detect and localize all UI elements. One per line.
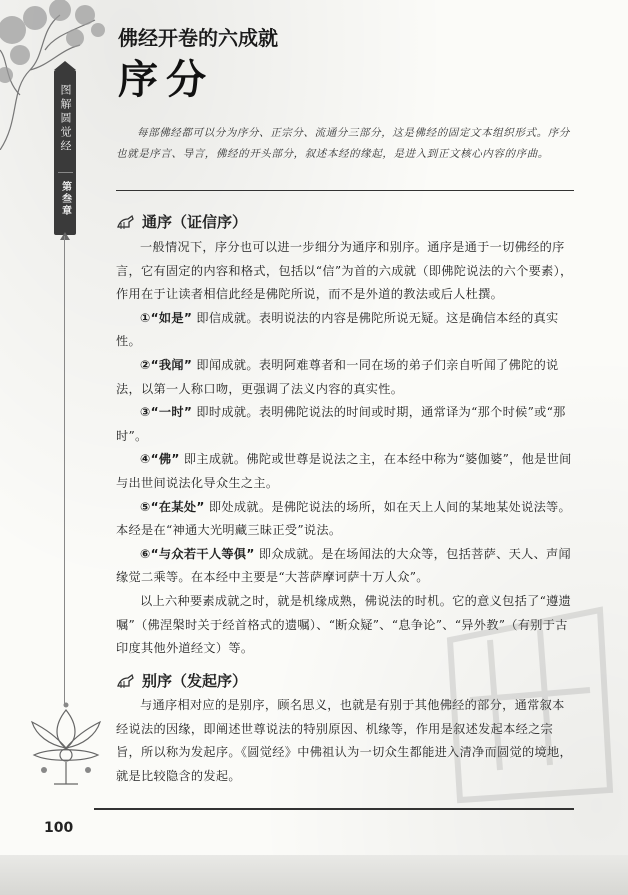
list-item bbox=[116, 307, 574, 354]
item-text: 即信成就。表明说法的内容是佛陀所说无疑。这是确信本经的真实性。 bbox=[116, 310, 559, 349]
list-item bbox=[116, 496, 574, 543]
item-text: 即众成就。是在场闻法的大众等，包括菩萨、天人、声闻缘觉二乘等。在本经中主要是“大菩萨摩诃萨十万人众”。 bbox=[116, 546, 572, 585]
list-item bbox=[116, 448, 574, 495]
intro-paragraph: 每部佛经都可以分为序分、正宗分、流通分三部分，这是佛经的固定文本组织形式。序分也就是序言、导言，佛经的开头部分，叙述本经的缘起，是进入到正文核心内容的序曲。 bbox=[116, 127, 570, 160]
rail-arrow bbox=[60, 232, 70, 240]
section1-summary: 以上六种要素成就之时，就是机缘成熟，佛说法的时机。它的意义包括了“遵遗嘱”（佛涅槃时关于经首格式的遗嘱）、“断众疑”、“息争论”、“异外教”（有别于古印度其他外道经文）等。 bbox=[116, 593, 572, 656]
section-heading-biexu bbox=[116, 670, 247, 691]
rail-line bbox=[64, 236, 65, 706]
footer-band bbox=[0, 855, 628, 895]
section1-paragraph: 一般情况下，序分也可以进一步细分为通序和别序。通序是通于一切佛经的序言，它有固定的内容和格式，包括以“信”为首的六成就（即佛陀说法的六个要素），作用在于让读者相信此经是佛陀所说，而不是外道的教法或后人杜撰。 bbox=[116, 240, 573, 302]
section-heading-text: 别序（发起序） bbox=[142, 672, 248, 690]
hand-scroll-icon bbox=[116, 213, 136, 231]
section-heading-text: 通序（证信序） bbox=[142, 213, 248, 231]
chapter-label-vertical: 第叁章 bbox=[58, 172, 73, 217]
page-title: 序分 bbox=[118, 56, 214, 103]
item-lead: ②“我闻” bbox=[140, 357, 193, 372]
section2-paragraph: 与通序相对应的是别序，顾名思义，也就是有别于其他佛经的部分，通常叙本经说法的因缘，即阐述世尊说法的特别原因、机缘等，作用是叙述发起本经之宗旨，所以称为发起序。《圆觉经》中佛祖认为一切众生都能进入清净而圆觉的境地，就是比较隐含的发起。 bbox=[116, 698, 572, 783]
hand-scroll-icon bbox=[116, 672, 136, 690]
intro-divider bbox=[116, 190, 574, 191]
side-chapter-rail bbox=[54, 70, 76, 235]
list-item bbox=[116, 354, 574, 401]
page-subtitle: 佛经开卷的六成就 bbox=[118, 26, 278, 50]
section-heading-tongxu bbox=[116, 211, 247, 232]
item-text: 即闻成就。表明阿难尊者和一同在场的弟子们亲自听闻了佛陀的说法，以第一人称口吻，更强调了法义内容的真实性。 bbox=[116, 357, 559, 396]
item-lead: ⑥“与众若干人等俱” bbox=[140, 546, 255, 561]
item-text: 即主成就。佛陀或世尊是说法之主，在本经中称为“婆伽婆”，他是世间与出世间说法化导众生之主。 bbox=[116, 452, 572, 490]
item-lead: ④“佛” bbox=[140, 452, 180, 467]
footer-rule bbox=[94, 808, 574, 810]
page-number: 100 bbox=[44, 820, 74, 836]
lotus-ornament-icon bbox=[24, 700, 108, 790]
book-title-vertical: 图解圆觉经 bbox=[59, 84, 72, 154]
item-text: 即处成就。是佛陀说法的场所，如在天上人间的某地某处说法等。本经是在“神通大光明藏三昧正受”说法。 bbox=[116, 499, 572, 538]
item-lead: ③“一时” bbox=[140, 405, 193, 420]
rail-cap bbox=[54, 61, 76, 70]
item-text: 即时成就。表明佛陀说法的时间或时期，通常译为“那个时候”或“那时”。 bbox=[116, 405, 566, 443]
item-lead: ⑤“在某处” bbox=[140, 499, 205, 514]
section1-body bbox=[116, 236, 574, 661]
watermark-seal bbox=[430, 600, 620, 810]
list-item bbox=[116, 543, 574, 590]
list-item bbox=[116, 401, 574, 448]
item-lead: ①“如是” bbox=[140, 310, 193, 325]
